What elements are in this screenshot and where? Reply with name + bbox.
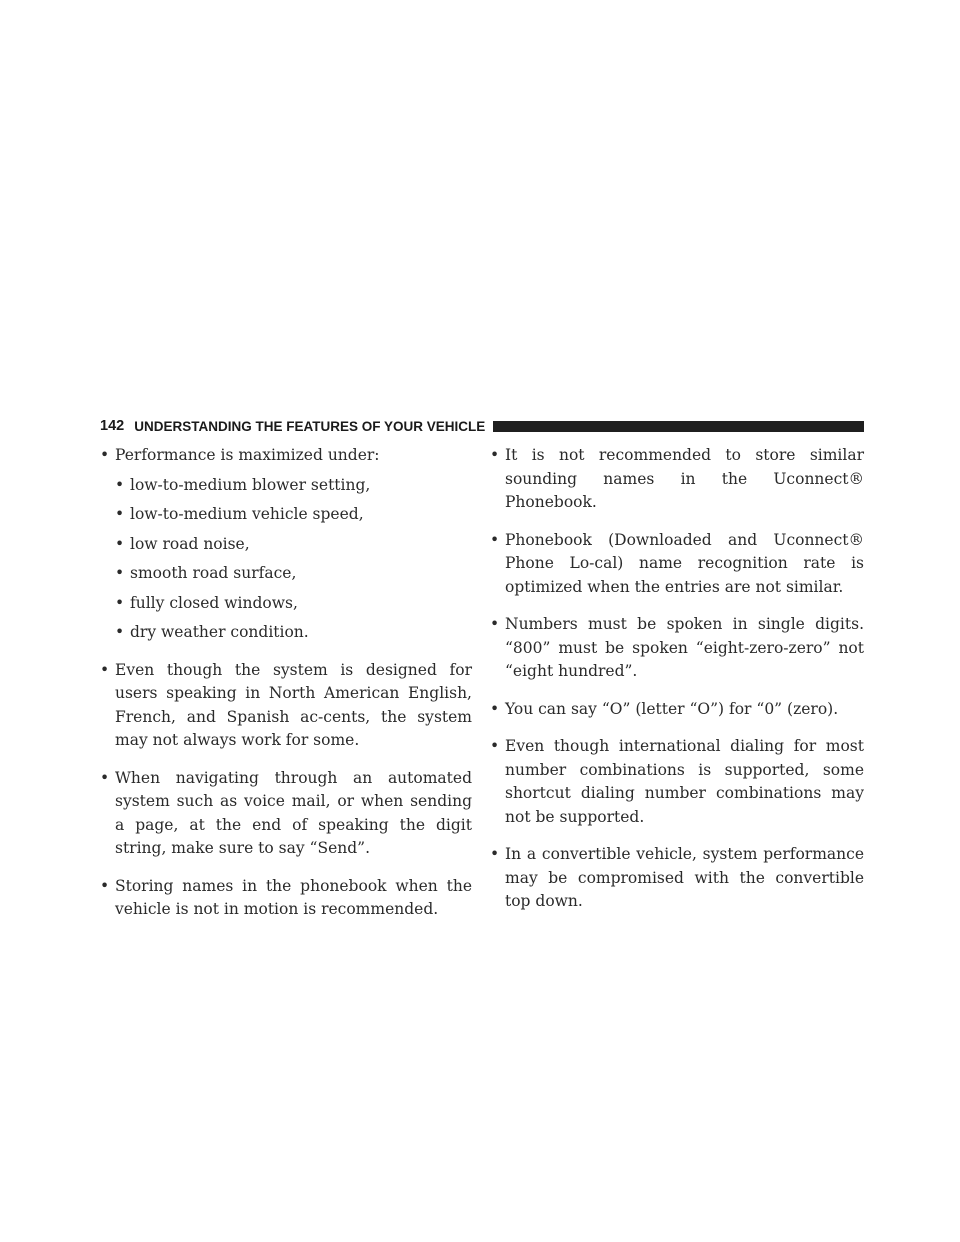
bullet-icon: •	[100, 768, 110, 787]
bullet-icon: •	[490, 446, 500, 464]
sub-list-item-text: fully closed windows,	[130, 593, 298, 612]
bullet-icon: •	[490, 615, 500, 633]
sub-list-item	[115, 533, 472, 557]
list-item-text: You can say “O” (letter “O”) for “0” (zero).	[505, 699, 839, 718]
sub-list-item-text: low-to-medium vehicle speed,	[130, 505, 364, 523]
left-column	[100, 444, 472, 936]
sub-list-item	[115, 621, 472, 645]
list-item	[490, 613, 864, 684]
sub-list-item	[115, 474, 472, 498]
sub-list-item	[115, 503, 472, 527]
bullet-icon: •	[490, 737, 500, 755]
sub-list-item-text: smooth road surface,	[130, 564, 297, 582]
bullet-icon: •	[490, 845, 500, 863]
list-item-text: Storing names in the phonebook when the vehicle is not in motion is recommended.	[115, 876, 472, 918]
list-item	[490, 843, 864, 914]
bullet-icon: •	[490, 699, 500, 718]
list-item-text: Even though international dialing for most number combinations is supported, some shortcut dialing number combinations may not be supported.	[505, 737, 864, 826]
list-item-performance	[100, 444, 472, 645]
list-item-text: It is not recommended to store similar sounding names in the Uconnect® Phonebook.	[505, 446, 864, 511]
bullet-icon: •	[115, 505, 125, 523]
bullet-icon: •	[490, 530, 500, 549]
list-item	[490, 444, 864, 515]
bullet-icon: •	[100, 660, 110, 679]
list-item-text: Numbers must be spoken in single digits. “800” must be spoken “eight-zero-zero” not “eight hundred”.	[505, 615, 864, 680]
bullet-icon: •	[115, 593, 125, 612]
performance-conditions-list	[115, 474, 472, 645]
list-item	[100, 875, 472, 922]
bullet-icon: •	[115, 623, 125, 641]
bullet-icon: •	[115, 534, 125, 553]
left-bullet-list	[100, 444, 472, 922]
sub-list-item-text: low-to-medium blower setting,	[130, 475, 371, 494]
page-header	[100, 416, 864, 436]
list-item-text: Even though the system is designed for users speaking in North American English, French, and Spanish ac-cents, the system may not always work for some.	[115, 660, 472, 749]
list-item-text: In a convertible vehicle, system performance may be compromised with the convertible top down.	[505, 845, 864, 910]
list-item	[490, 529, 864, 600]
list-item	[490, 735, 864, 829]
list-item-text: When navigating through an automated system such as voice mail, or when sending a page, at the end of speaking the digit string, make sure to say “Send”.	[115, 768, 472, 857]
list-item	[490, 698, 864, 722]
section-title: UNDERSTANDING THE FEATURES OF YOUR VEHICLE	[134, 418, 486, 434]
sub-list-item-text: low road noise,	[130, 534, 250, 553]
sub-list-item-text: dry weather condition.	[130, 623, 309, 641]
list-item	[100, 659, 472, 753]
right-column	[490, 444, 864, 928]
bullet-icon: •	[100, 876, 110, 895]
list-item-text: Phonebook (Downloaded and Uconnect® Phone Lo-cal) name recognition rate is optimized when the entries are not similar.	[505, 530, 864, 596]
bullet-icon: •	[100, 446, 110, 464]
sub-list-item	[115, 592, 472, 616]
header-rule	[493, 421, 864, 432]
sub-list-item	[115, 562, 472, 586]
page-number: 142	[100, 418, 125, 434]
right-bullet-list	[490, 444, 864, 914]
list-item	[100, 767, 472, 861]
bullet-icon: •	[115, 564, 125, 582]
list-item-text: Performance is maximized under:	[115, 446, 380, 464]
bullet-icon: •	[115, 475, 125, 494]
